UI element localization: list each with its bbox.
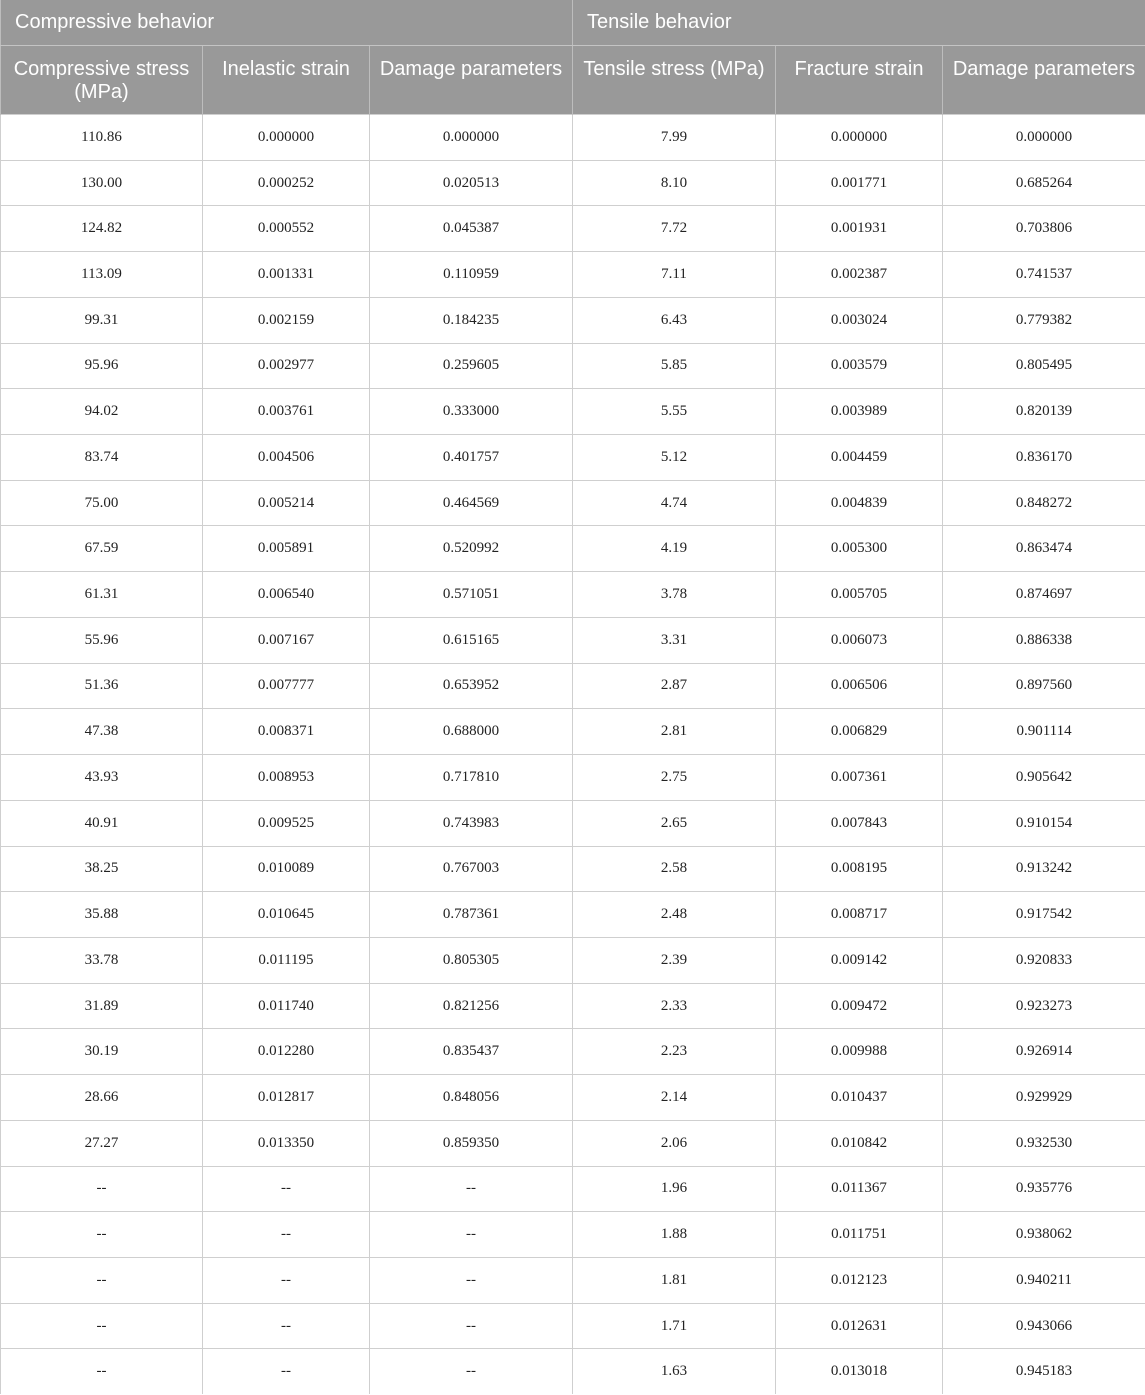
fracture-strain-cell: 0.004839 [776,480,943,526]
inelastic-strain-cell: -- [203,1212,370,1258]
fracture-strain-cell: 0.006506 [776,663,943,709]
fracture-strain-cell: 0.009472 [776,983,943,1029]
compressive-stress-cell: 51.36 [1,663,203,709]
compressive-stress-cell: 28.66 [1,1075,203,1121]
inelastic-strain-cell: 0.002977 [203,343,370,389]
compressive-damage-cell: 0.520992 [370,526,573,572]
tensile-stress-cell: 1.63 [573,1349,776,1394]
table-row [1,617,1145,663]
table-row [1,846,1145,892]
compressive-damage-cell: 0.805305 [370,937,573,983]
inelastic-strain-cell: -- [203,1166,370,1212]
table-row [1,572,1145,618]
table-row [1,1075,1145,1121]
inelastic-strain-cell: 0.012817 [203,1075,370,1121]
tensile-damage-cell: 0.926914 [943,1029,1145,1075]
inelastic-strain-cell: 0.011195 [203,937,370,983]
inelastic-strain-cell: -- [203,1257,370,1303]
fracture-strain-cell: 0.012631 [776,1303,943,1349]
compressive-stress-cell: -- [1,1257,203,1303]
fracture-strain-cell: 0.006829 [776,709,943,755]
inelastic-strain-cell: 0.000000 [203,115,370,161]
tensile-stress-cell: 7.99 [573,115,776,161]
table-row [1,1120,1145,1166]
inelastic-strain-cell: 0.001331 [203,252,370,298]
fracture-strain-cell: 0.006073 [776,617,943,663]
tensile-damage-cell: 0.901114 [943,709,1145,755]
group-header-tensile: Tensile behavior [573,0,1145,46]
tensile-stress-cell: 2.75 [573,755,776,801]
fracture-strain-cell: 0.009988 [776,1029,943,1075]
fracture-strain-cell: 0.008195 [776,846,943,892]
fracture-strain-cell: 0.010842 [776,1120,943,1166]
inelastic-strain-cell: 0.008953 [203,755,370,801]
fracture-strain-cell: 0.013018 [776,1349,943,1394]
table-row [1,663,1145,709]
tensile-stress-cell: 2.65 [573,800,776,846]
compressive-stress-cell: 75.00 [1,480,203,526]
compressive-stress-cell: 55.96 [1,617,203,663]
table-row [1,297,1145,343]
table-row [1,755,1145,801]
compressive-stress-cell: 94.02 [1,389,203,435]
tensile-stress-cell: 1.88 [573,1212,776,1258]
tensile-damage-cell: 0.920833 [943,937,1145,983]
tensile-damage-cell: 0.905642 [943,755,1145,801]
inelastic-strain-cell: 0.004506 [203,435,370,481]
table-row [1,252,1145,298]
fracture-strain-cell: 0.010437 [776,1075,943,1121]
tensile-damage-cell: 0.910154 [943,800,1145,846]
table-row [1,435,1145,481]
compressive-damage-cell: 0.045387 [370,206,573,252]
compressive-damage-cell: 0.717810 [370,755,573,801]
compressive-stress-cell: 124.82 [1,206,203,252]
compressive-stress-cell: 99.31 [1,297,203,343]
table-row [1,1349,1145,1394]
tensile-damage-cell: 0.848272 [943,480,1145,526]
compressive-damage-cell: -- [370,1212,573,1258]
tensile-stress-cell: 8.10 [573,160,776,206]
compressive-damage-cell: 0.848056 [370,1075,573,1121]
tensile-damage-cell: 0.836170 [943,435,1145,481]
column-header-tensile-damage: Damage parameters [943,46,1145,115]
tensile-damage-cell: 0.945183 [943,1349,1145,1394]
compressive-damage-cell: -- [370,1257,573,1303]
compressive-stress-cell: 110.86 [1,115,203,161]
compressive-stress-cell: -- [1,1212,203,1258]
tensile-stress-cell: 2.58 [573,846,776,892]
compressive-damage-cell: 0.821256 [370,983,573,1029]
column-header-tensile-stress: Tensile stress (MPa) [573,46,776,115]
tensile-stress-cell: 2.48 [573,892,776,938]
tensile-damage-cell: 0.897560 [943,663,1145,709]
table-row [1,1029,1145,1075]
table-row [1,709,1145,755]
inelastic-strain-cell: 0.009525 [203,800,370,846]
compressive-stress-cell: 47.38 [1,709,203,755]
group-header-compressive: Compressive behavior [1,0,573,46]
compressive-damage-cell: 0.859350 [370,1120,573,1166]
table-header [1,0,1145,115]
compressive-stress-cell: -- [1,1303,203,1349]
compressive-stress-cell: 33.78 [1,937,203,983]
tensile-stress-cell: 5.85 [573,343,776,389]
inelastic-strain-cell: 0.006540 [203,572,370,618]
compressive-damage-cell: 0.020513 [370,160,573,206]
compressive-stress-cell: 38.25 [1,846,203,892]
compressive-stress-cell: 43.93 [1,755,203,801]
table-row [1,115,1145,161]
tensile-damage-cell: 0.685264 [943,160,1145,206]
tensile-damage-cell: 0.929929 [943,1075,1145,1121]
compressive-damage-cell: 0.787361 [370,892,573,938]
compressive-damage-cell: 0.653952 [370,663,573,709]
table-row [1,389,1145,435]
inelastic-strain-cell: 0.008371 [203,709,370,755]
fracture-strain-cell: 0.000000 [776,115,943,161]
tensile-stress-cell: 2.14 [573,1075,776,1121]
compressive-damage-cell: -- [370,1166,573,1212]
table-row [1,343,1145,389]
compressive-stress-cell: 113.09 [1,252,203,298]
tensile-stress-cell: 2.39 [573,937,776,983]
table-row [1,160,1145,206]
fracture-strain-cell: 0.003989 [776,389,943,435]
compressive-stress-cell: 95.96 [1,343,203,389]
tensile-damage-cell: 0.938062 [943,1212,1145,1258]
fracture-strain-cell: 0.009142 [776,937,943,983]
tensile-stress-cell: 2.23 [573,1029,776,1075]
column-header-fracture-strain: Fracture strain [776,46,943,115]
table-row [1,1303,1145,1349]
fracture-strain-cell: 0.003579 [776,343,943,389]
table-body [1,115,1145,1395]
inelastic-strain-cell: 0.003761 [203,389,370,435]
compressive-damage-cell: 0.401757 [370,435,573,481]
inelastic-strain-cell: 0.002159 [203,297,370,343]
tensile-damage-cell: 0.886338 [943,617,1145,663]
tensile-damage-cell: 0.913242 [943,846,1145,892]
column-header-compressive-damage: Damage parameters [370,46,573,115]
tensile-stress-cell: 4.74 [573,480,776,526]
tensile-stress-cell: 4.19 [573,526,776,572]
fracture-strain-cell: 0.004459 [776,435,943,481]
compressive-damage-cell: 0.835437 [370,1029,573,1075]
compressive-stress-cell: 31.89 [1,983,203,1029]
inelastic-strain-cell: 0.007167 [203,617,370,663]
compressive-stress-cell: 40.91 [1,800,203,846]
fracture-strain-cell: 0.001931 [776,206,943,252]
compressive-damage-cell: 0.615165 [370,617,573,663]
compressive-damage-cell: 0.464569 [370,480,573,526]
tensile-stress-cell: 2.81 [573,709,776,755]
fracture-strain-cell: 0.011367 [776,1166,943,1212]
tensile-damage-cell: 0.703806 [943,206,1145,252]
group-header-row [1,0,1145,46]
tensile-damage-cell: 0.923273 [943,983,1145,1029]
tensile-damage-cell: 0.932530 [943,1120,1145,1166]
table-row [1,800,1145,846]
compressive-damage-cell: 0.184235 [370,297,573,343]
tensile-stress-cell: 5.12 [573,435,776,481]
tensile-stress-cell: 2.87 [573,663,776,709]
tensile-stress-cell: 3.31 [573,617,776,663]
table-row [1,1257,1145,1303]
tensile-damage-cell: 0.943066 [943,1303,1145,1349]
table-row [1,983,1145,1029]
fracture-strain-cell: 0.007843 [776,800,943,846]
compressive-damage-cell: 0.743983 [370,800,573,846]
table-row [1,892,1145,938]
tensile-damage-cell: 0.935776 [943,1166,1145,1212]
compressive-damage-cell: 0.333000 [370,389,573,435]
tensile-stress-cell: 1.81 [573,1257,776,1303]
tensile-damage-cell: 0.863474 [943,526,1145,572]
inelastic-strain-cell: 0.011740 [203,983,370,1029]
table-row [1,937,1145,983]
inelastic-strain-cell: 0.007777 [203,663,370,709]
tensile-damage-cell: 0.000000 [943,115,1145,161]
inelastic-strain-cell: 0.005891 [203,526,370,572]
compressive-damage-cell: 0.767003 [370,846,573,892]
tensile-stress-cell: 1.96 [573,1166,776,1212]
compressive-damage-cell: 0.110959 [370,252,573,298]
fracture-strain-cell: 0.002387 [776,252,943,298]
compressive-damage-cell: 0.571051 [370,572,573,618]
compressive-stress-cell: 61.31 [1,572,203,618]
inelastic-strain-cell: 0.012280 [203,1029,370,1075]
tensile-damage-cell: 0.779382 [943,297,1145,343]
tensile-stress-cell: 5.55 [573,389,776,435]
fracture-strain-cell: 0.001771 [776,160,943,206]
inelastic-strain-cell: 0.000252 [203,160,370,206]
fracture-strain-cell: 0.005300 [776,526,943,572]
fracture-strain-cell: 0.012123 [776,1257,943,1303]
tensile-stress-cell: 3.78 [573,572,776,618]
tensile-stress-cell: 2.06 [573,1120,776,1166]
tensile-stress-cell: 2.33 [573,983,776,1029]
compressive-damage-cell: 0.259605 [370,343,573,389]
compressive-stress-cell: -- [1,1166,203,1212]
inelastic-strain-cell: 0.010089 [203,846,370,892]
inelastic-strain-cell: -- [203,1303,370,1349]
compressive-stress-cell: -- [1,1349,203,1394]
fracture-strain-cell: 0.007361 [776,755,943,801]
inelastic-strain-cell: 0.013350 [203,1120,370,1166]
tensile-damage-cell: 0.805495 [943,343,1145,389]
inelastic-strain-cell: 0.010645 [203,892,370,938]
fracture-strain-cell: 0.008717 [776,892,943,938]
compressive-damage-cell: -- [370,1349,573,1394]
compressive-stress-cell: 67.59 [1,526,203,572]
table-row [1,1212,1145,1258]
tensile-damage-cell: 0.940211 [943,1257,1145,1303]
tensile-damage-cell: 0.874697 [943,572,1145,618]
tensile-damage-cell: 0.820139 [943,389,1145,435]
tensile-stress-cell: 6.43 [573,297,776,343]
column-header-inelastic-strain: Inelastic strain [203,46,370,115]
table-row [1,480,1145,526]
inelastic-strain-cell: 0.005214 [203,480,370,526]
inelastic-strain-cell: 0.000552 [203,206,370,252]
tensile-stress-cell: 7.72 [573,206,776,252]
fracture-strain-cell: 0.005705 [776,572,943,618]
fracture-strain-cell: 0.011751 [776,1212,943,1258]
column-header-compressive-stress: Compressive stress (MPa) [1,46,203,115]
tensile-stress-cell: 7.11 [573,252,776,298]
table-row [1,206,1145,252]
table-row [1,1166,1145,1212]
compressive-damage-cell: 0.000000 [370,115,573,161]
tensile-damage-cell: 0.917542 [943,892,1145,938]
compressive-stress-cell: 35.88 [1,892,203,938]
compressive-damage-cell: -- [370,1303,573,1349]
tensile-damage-cell: 0.741537 [943,252,1145,298]
compressive-stress-cell: 83.74 [1,435,203,481]
compressive-stress-cell: 27.27 [1,1120,203,1166]
tensile-stress-cell: 1.71 [573,1303,776,1349]
compressive-stress-cell: 30.19 [1,1029,203,1075]
inelastic-strain-cell: -- [203,1349,370,1394]
table-row [1,526,1145,572]
compressive-stress-cell: 130.00 [1,160,203,206]
column-header-row [1,46,1145,115]
compressive-damage-cell: 0.688000 [370,709,573,755]
fracture-strain-cell: 0.003024 [776,297,943,343]
